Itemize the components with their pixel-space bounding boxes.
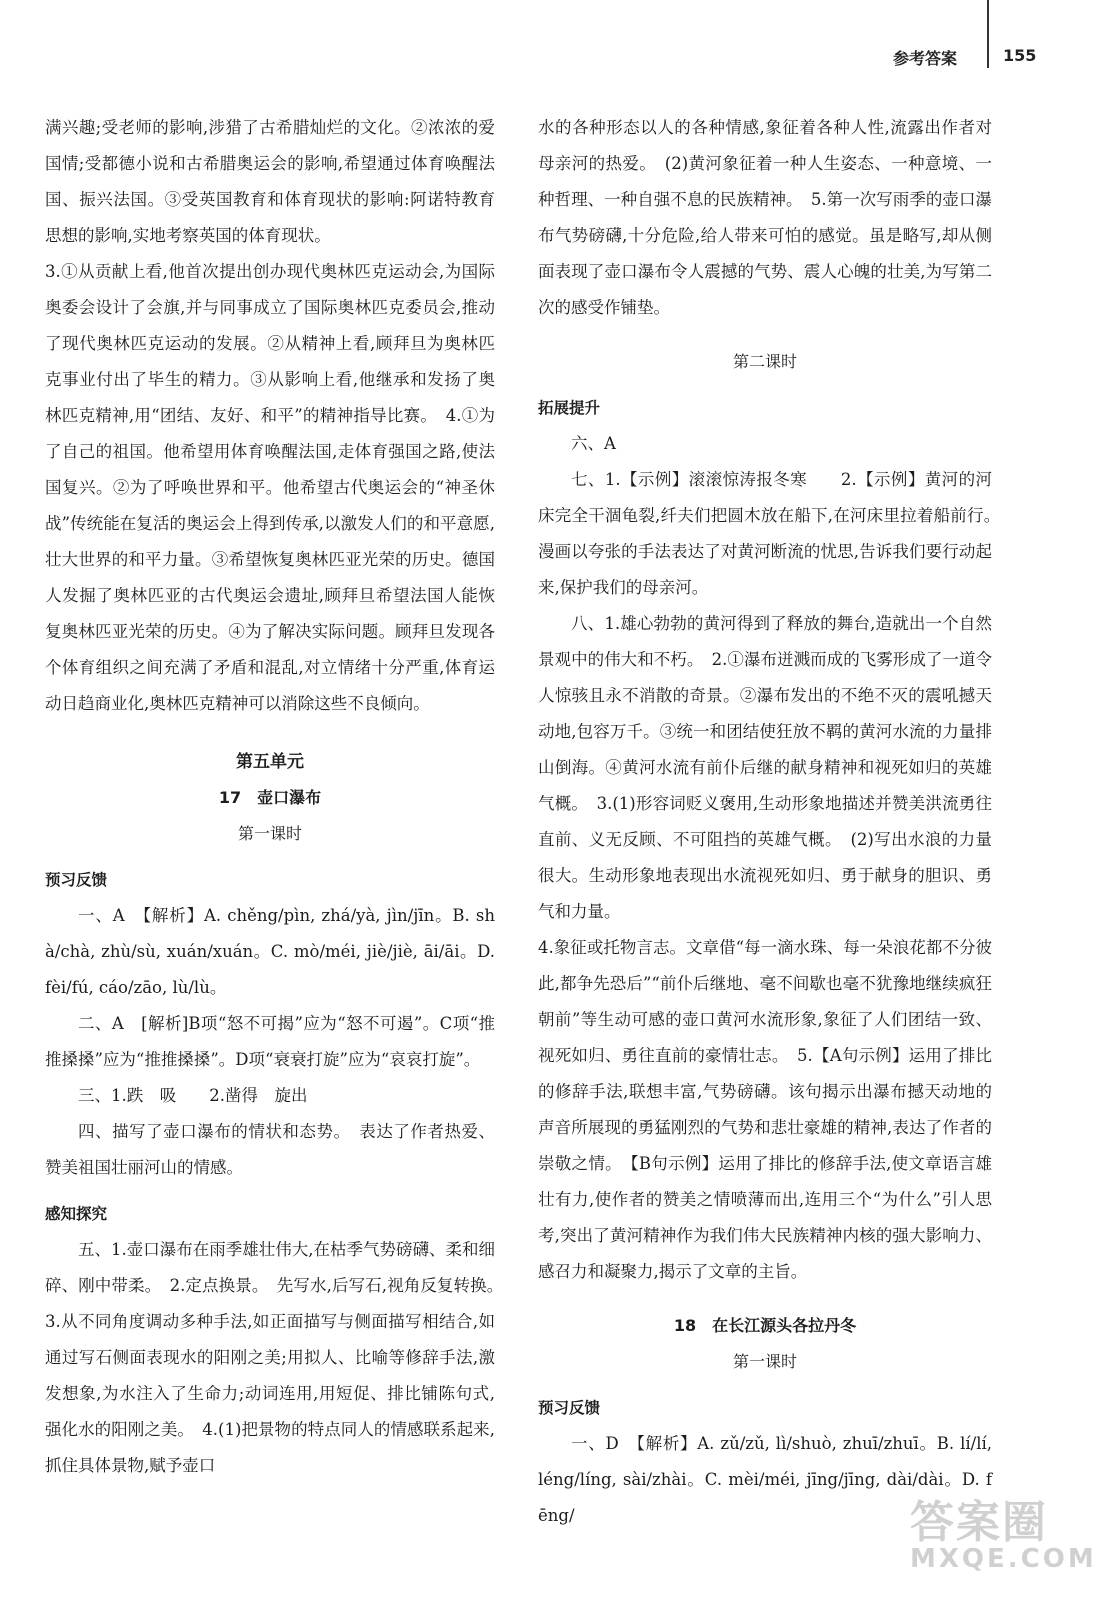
watermark-bottom-text: MXQE.COM xyxy=(910,1544,1097,1574)
answer-8: 八、1.雄心勃勃的黄河得到了释放的舞台,造就出一个自然景观中的伟大和不朽。 2.①瀑布迸溅而成的飞雾形成了一道令人惊骇且永不消散的奇景。②瀑布发出的不绝不灭的震吼撼天动地,包容万千。③统一和团结使狂放不羁的黄河水流的力量排山倒海。④黄河水流有前仆后继的献身精神和视死如归的英雄气概。 3.(1)形容词贬义褒用,生动形象地描述并赞美洪流勇往直前、义无反顾、不可阻挡的英雄气概。 (2)写出水浪的力量很大。生动形象地表现出水流视死如归、勇于献身的胆识、勇气和力量。 xyxy=(538,614,992,921)
lesson-heading-2: 18 在长江源头各拉丹冬 xyxy=(673,1316,857,1335)
left-column xyxy=(45,110,512,1484)
left-paragraph-2: 3.①从贡献上看,他首次提出创办现代奥林匹克运动会,为国际奥委会设计了会旗,并与同事成立了国际奥林匹克委员会,推动了现代奥林匹克运动的发展。②从精神上看,顾拜旦为奥林匹克事业付出了毕生的精力。③从影响上看,他继承和发扬了奥林匹克精神,用“团结、友好、和平”的精神指导比赛。 4.①为了自己的祖国。他希望用体育唤醒法国,走体育强国之路,使法国复兴。②为了呼唤世界和平。他希望古代奥运会的“神圣休战”传统能在复活的奥运会上得到传承,以激发人们的和平意愿,壮大世界的和平力量。③希望恢复奥林匹亚光荣的历史。德国人发掘了奥林匹亚的古代奥运会遗址,顾拜旦希望法国人能恢复奥林匹亚光荣的历史。④为了解决实际问题。顾拜旦发现各个体育组织之间充满了矛盾和混乱,对立情绪十分严重,体育运动日趋商业化,奥林匹克精神可以消除这些不良倾向。 xyxy=(45,262,495,713)
answer-4: 四、描写了壶口瀑布的情状和态势。 表达了作者热爱、赞美祖国壮丽河山的情感。 xyxy=(45,1122,495,1177)
answer-6: 六、A xyxy=(571,434,616,453)
watermark-top-text: 答案圈 xyxy=(910,1497,1048,1548)
answer-9: 4.象征或托物言志。文章借“每一滴水珠、每一朵浪花都不分彼此,都争先恐后”“前仆后继地、毫不间歇也毫不犹豫地继续疯狂朝前”等生动可感的壶口黄河水流形象,象征了人们团结一致、视死如归、勇往直前的豪情壮志。 5.【A句示例】运用了排比的修辞手法,联想丰富,气势磅礴。该句揭示出瀑布撼天动地的声音所展现的勇猛刚烈的气势和悲壮豪雄的精神,表达了作者的崇敬之情。 【B句示例】运用了排比的修辞手法,使文章语言雄壮有力,使作者的赞美之情喷薄而出,连用三个“为什么”引人思考,突出了黄河精神作为我们伟大民族精神内核的强大影响力、感召力和凝聚力,揭示了文章的主旨。 xyxy=(538,938,992,1281)
left-paragraph-1: 满兴趣;受老师的影响,涉猎了古希腊灿烂的文化。②浓浓的爱国情;受都德小说和古希腊奥运会的影响,希望通过体育唤醒法国、振兴法国。③受英国教育和体育现状的影响:阿诺特教育思想的影响,实地考察英国的体育现状。 xyxy=(45,118,495,245)
period-heading: 第一课时 xyxy=(237,824,302,843)
right-paragraph-1: 水的各种形态以人的各种情感,象征着各种人性,流露出作者对母亲河的热爱。 (2)黄河象征着一种人生姿态、一种意境、一种哲理、一种自强不息的民族精神。 5.第一次写雨季的壶口瀑布气势磅礴,十分危险,给人带来可怕的感觉。虽是略写,却从侧面表现了壶口瀑布令人震撼的气势、震人心魄的壮美,为写第二次的感受作铺垫。 xyxy=(538,118,992,317)
section-heading-explore: 感知探究 xyxy=(45,1205,108,1223)
section-heading-preview: 预习反馈 xyxy=(45,871,108,889)
header-divider xyxy=(987,0,989,68)
answer-10: 一、D 【解析】A. zǔ/zǔ, lì/shuò, zhuī/zhuī。B. lí/lí, léng/líng, sài/zhài。C. mèi/méi, jīng/jīng, dài/dài。D. fēng/ xyxy=(538,1434,992,1525)
period-heading-2: 第二课时 xyxy=(732,352,797,371)
unit-heading: 第五单元 xyxy=(236,752,304,772)
answer-7: 七、1.【示例】滚滚惊涛报冬寒 2.【示例】黄河的河床完全干涸龟裂,纤夫们把圆木放在船下,在河床里拉着船前行。 漫画以夸张的手法表达了对黄河断流的忧思,告诉我们要行动起来,保护我们的母亲河。 xyxy=(538,470,1009,597)
lesson-heading: 17 壶口瀑布 xyxy=(218,788,322,807)
watermark-logo xyxy=(910,1486,1097,1586)
header-title: 参考答案 xyxy=(892,49,957,68)
section-heading-preview-2: 预习反馈 xyxy=(538,1399,601,1417)
page-header xyxy=(0,0,1075,80)
section-heading-extend: 拓展提升 xyxy=(538,399,601,417)
answer-2: 二、A [解析]B项“怒不可揭”应为“怒不可遏”。C项“推推搡搡”应为“推推搡搡”。D项“衰衰打旋”应为“哀哀打旋”。 xyxy=(45,1014,495,1069)
period-heading-3: 第一课时 xyxy=(732,1352,797,1371)
answer-3: 三、1.跌 吸 2.凿得 旋出 xyxy=(78,1086,308,1105)
answer-1: 一、A 【解析】A. chěng/pìn, zhá/yà, jìn/jīn。B. shà/chà, zhù/sù, xuán/xuán。C. mò/méi, jiè/jiè, āi/āi。D. fèi/fú, cáo/zāo, lù/lù。 xyxy=(45,906,495,997)
answer-5: 五、1.壶口瀑布在雨季雄壮伟大,在枯季气势磅礴、柔和细碎、刚中带柔。 2.定点换景。 先写水,后写石,视角反复转换。 3.从不同角度调动多种手法,如正面描写与侧面描写相结合,如通过写石侧面表现水的阳刚之美;用拟人、比喻等修辞手法,激发想象,为水注入了生命力;动词连用,用短促、排比铺陈句式,强化水的阳刚之美。 4.(1)把景物的特点同人的情感联系起来,抓住具体景物,赋予壶口 xyxy=(45,1240,512,1475)
page-number: 155 xyxy=(1003,46,1037,65)
